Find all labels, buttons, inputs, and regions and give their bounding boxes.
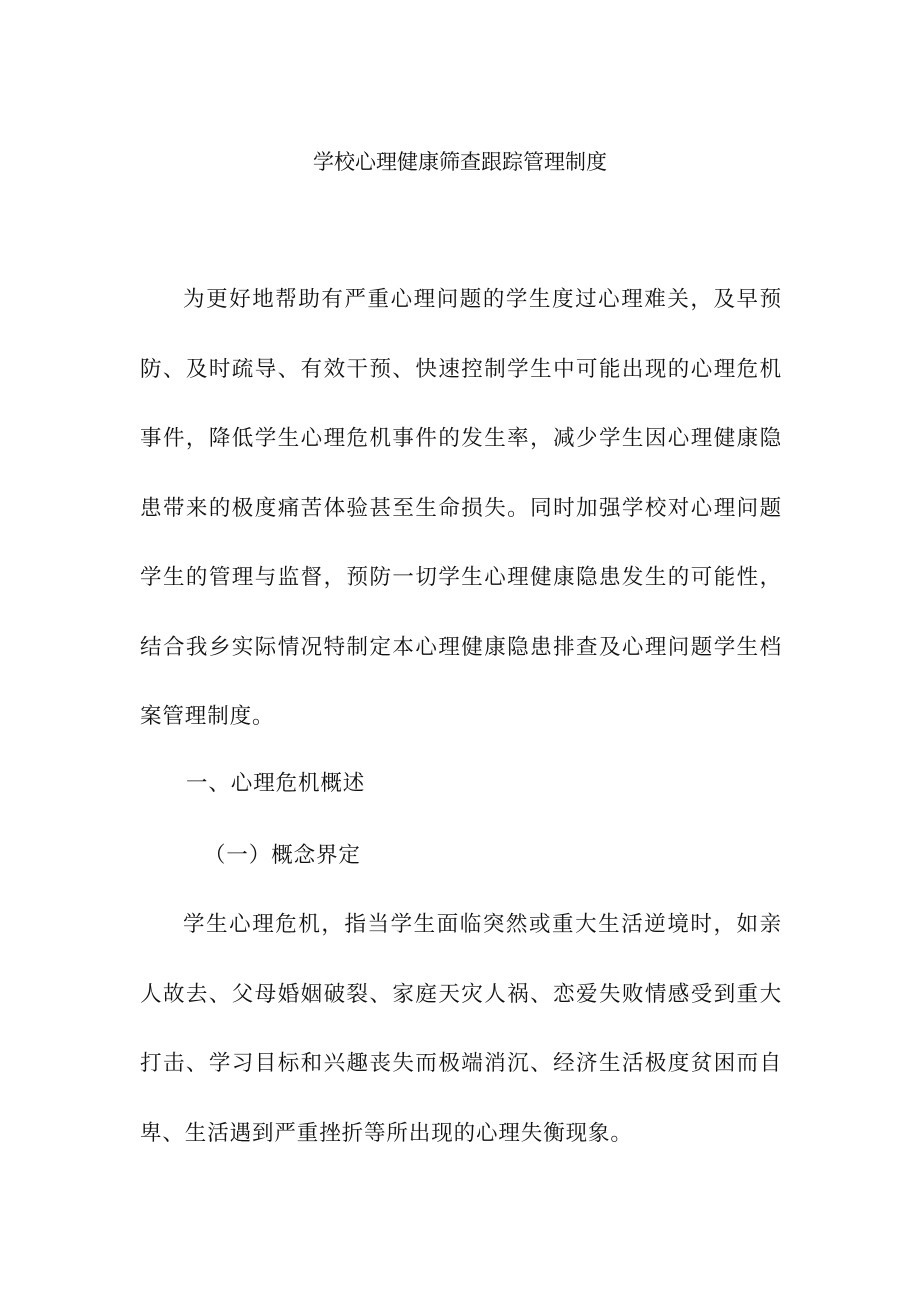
section-heading: 一、心理危机概述 bbox=[186, 771, 366, 796]
definition-paragraph: 学生心理危机，指当学生面临突然或重大生活逆境时，如亲人故去、父母婚姻破裂、家庭天灾人祸、恋爱失败情感受到重大打击、学习目标和兴趣丧失而极端消沉、经济生活极度贫困而自卑、生活遇到严重挫折等所出现的心理失衡现象。 bbox=[140, 912, 782, 1146]
subsection-heading: （一）概念界定 bbox=[204, 843, 361, 868]
intro-paragraph: 为更好地帮助有严重心理问题的学生度过心理难关，及早预防、及时疏导、有效干预、快速控制学生中可能出现的心理危机事件，降低学生心理危机事件的发生率，减少学生因心理健康隐患带来的极度痛苦体验甚至生命损失。同时加强学校对心理问题学生的管理与监督，预防一切学生心理健康隐患发生的可能性，结合我乡实际情况特制定本心理健康隐患排查及心理问题学生档案管理制度。 bbox=[140, 287, 782, 729]
document-title: 学校心理健康筛查跟踪管理制度 bbox=[313, 150, 607, 174]
